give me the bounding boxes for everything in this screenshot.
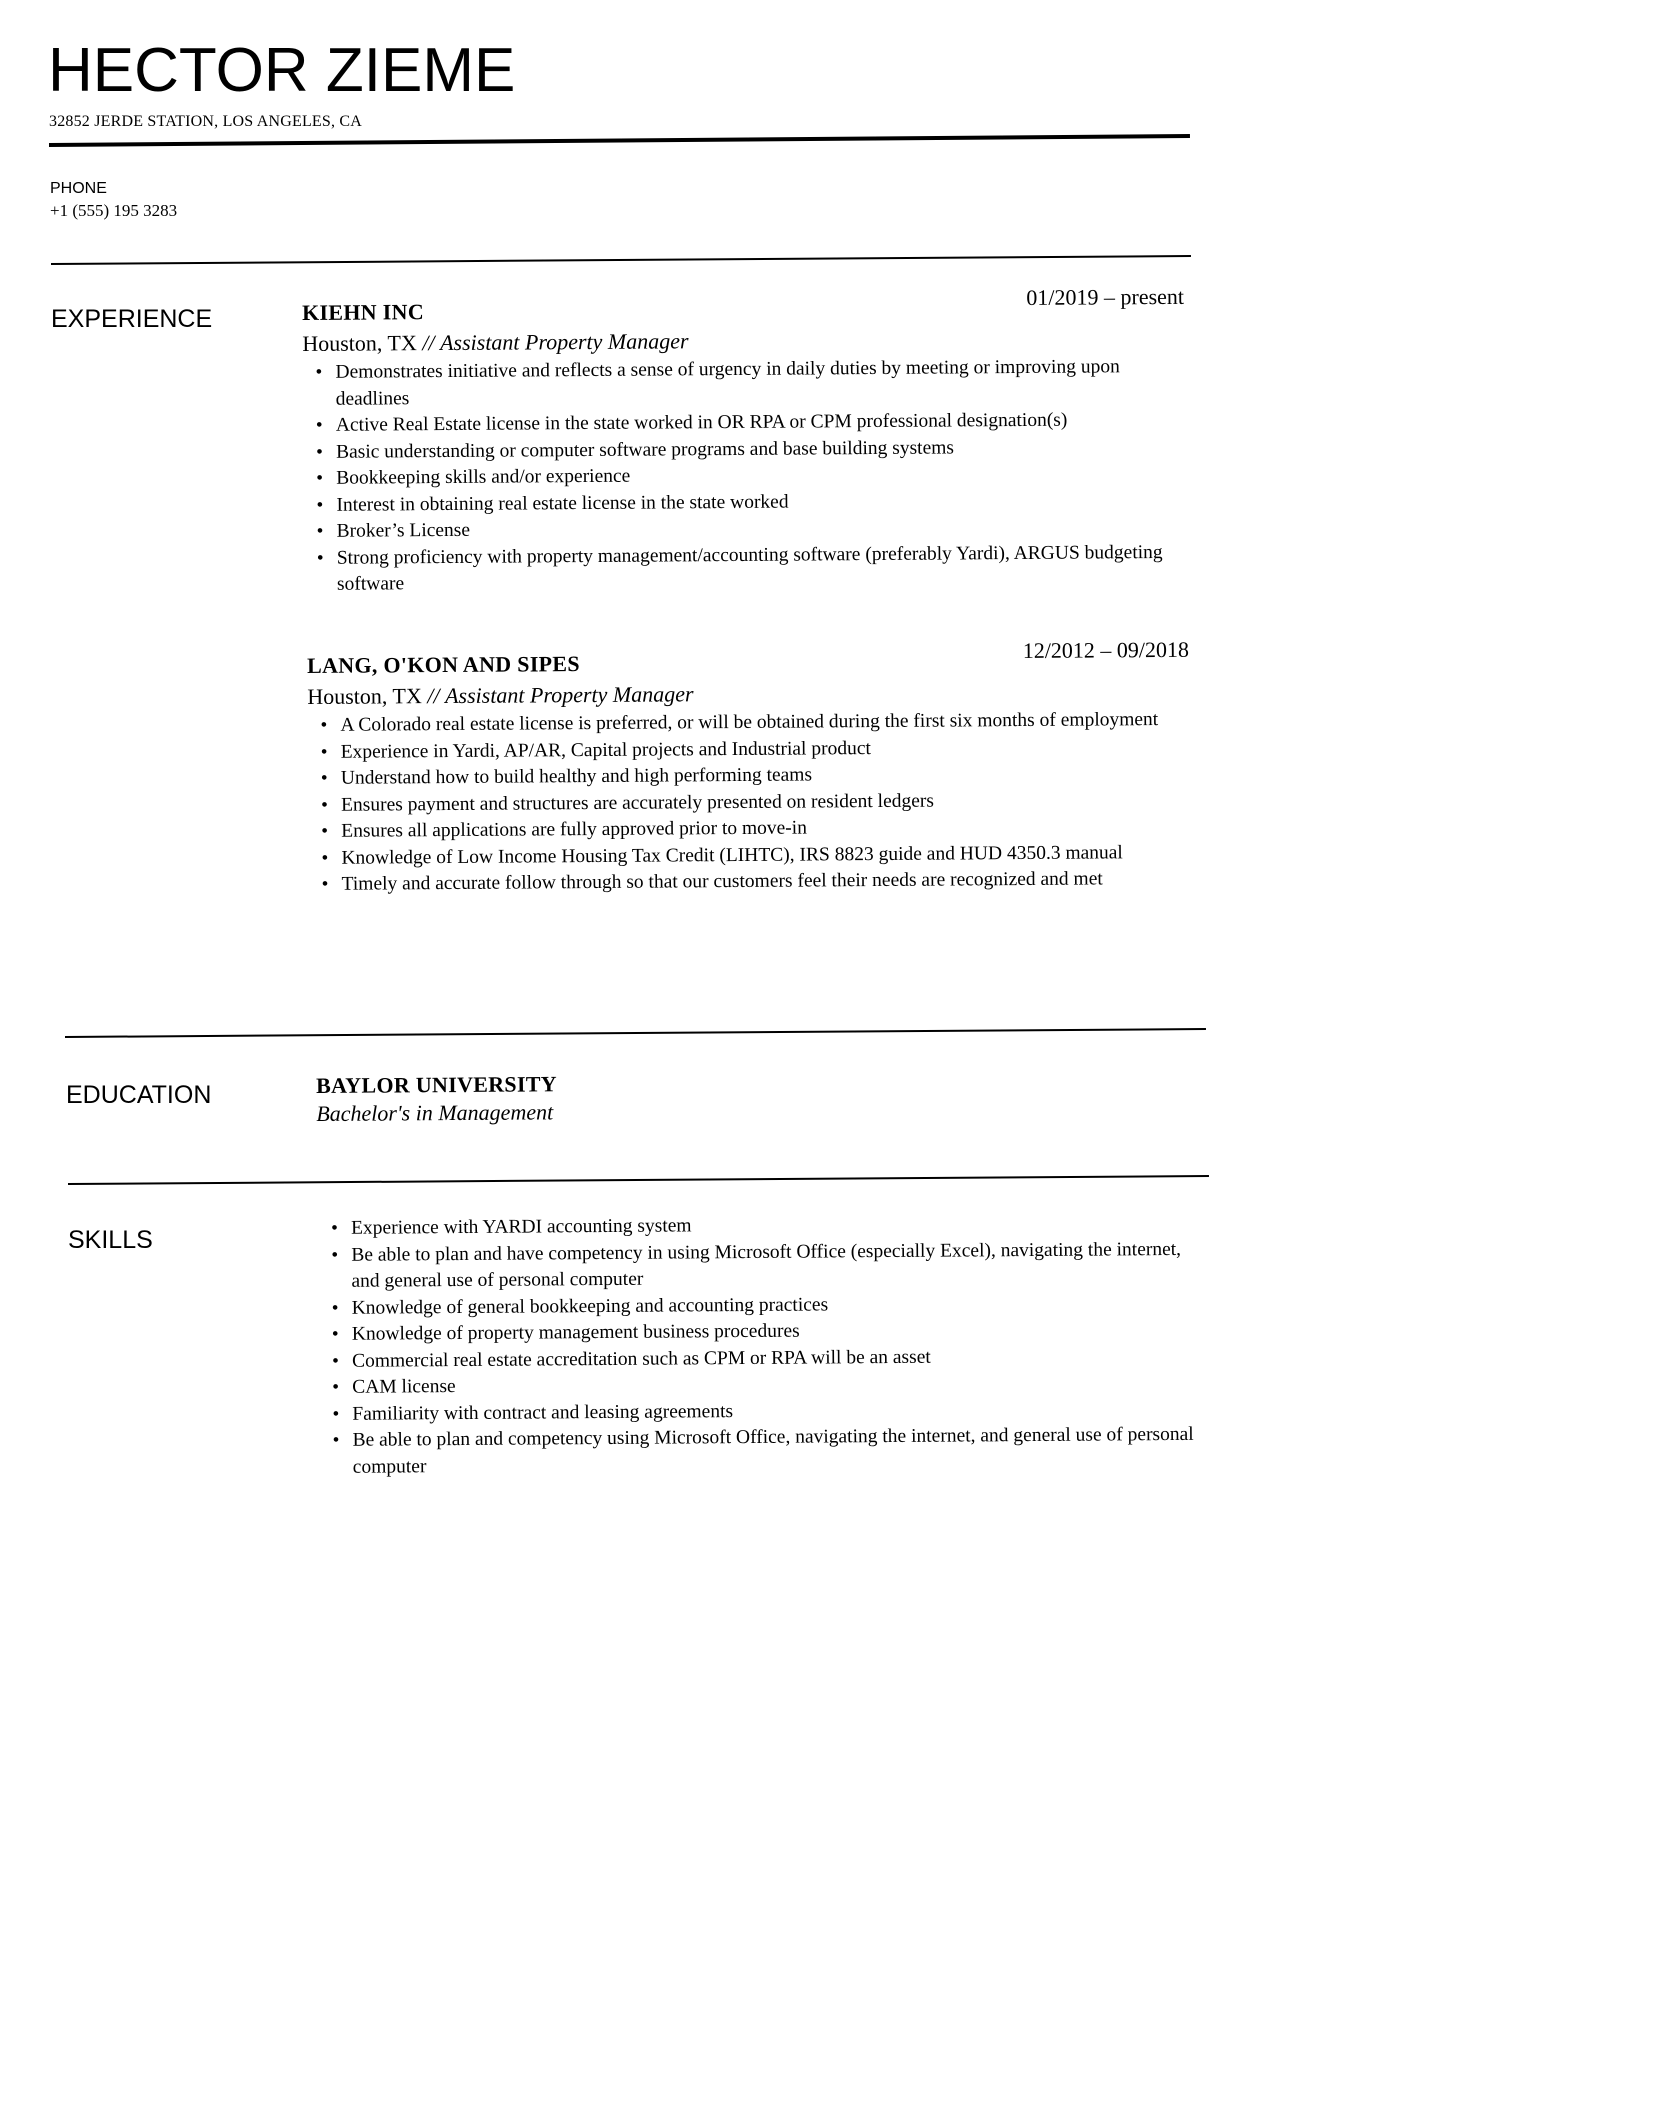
list-item: • Strong proficiency with property management/accounting software (preferably Yardi), ARGUS budgeting software: [304, 539, 1186, 598]
divider-education: [68, 1175, 1209, 1184]
experience-item: [302, 283, 1186, 599]
section-title-education: EDUCATION: [66, 1081, 212, 1109]
list-item: • Broker’s License: [304, 513, 1186, 546]
list-item: • Be able to plan and competency using Microsoft Office, navigating the internet, and general use of personal computer: [319, 1422, 1199, 1481]
skills-list: [318, 1210, 1200, 1481]
list-item: • Knowledge of general bookkeeping and accounting practices: [319, 1289, 1199, 1322]
candidate-address: 32852 JERDE STATION, LOS ANGELES, CA: [49, 113, 363, 130]
list-item: • Basic understanding or computer software programs and base building systems: [303, 433, 1185, 466]
list-item: • Bookkeeping skills and/or experience: [303, 460, 1185, 493]
header-divider: [49, 134, 1190, 147]
list-item: • A Colorado real estate license is preferred, or will be obtained during the first six months of employment: [307, 707, 1189, 740]
education-item: [316, 1068, 1016, 1129]
job-separator: //: [427, 683, 440, 709]
list-item: • Interest in obtaining real estate license in the state worked: [303, 486, 1185, 519]
list-item: • CAM license: [319, 1369, 1199, 1402]
list-item: • Timely and accurate follow through so that our customers feel their needs are recognized and met: [309, 866, 1191, 899]
education-school: BAYLOR UNIVERSITY: [316, 1071, 558, 1098]
job-dates: 01/2019 – present: [1026, 283, 1185, 310]
list-item: • Experience with YARDI accounting system: [318, 1210, 1198, 1243]
company-name: KIEHN INC: [302, 299, 425, 325]
job-role: Assistant Property Manager: [439, 328, 689, 356]
list-item: • Experience in Yardi, AP/AR, Capital projects and Industrial product: [308, 733, 1190, 766]
job-bullets: [307, 707, 1190, 899]
list-item: • Ensures all applications are fully approved prior to move-in: [308, 813, 1190, 846]
job-bullets: [302, 354, 1186, 599]
divider-experience: [65, 1028, 1206, 1037]
education-degree: Bachelor's in Management: [316, 1099, 554, 1126]
job-location: Houston, TX: [302, 330, 417, 356]
list-item: • Knowledge of property management business procedures: [319, 1316, 1199, 1349]
job-separator: //: [422, 330, 435, 356]
list-item: • Commercial real estate accreditation such as CPM or RPA will be an asset: [319, 1342, 1199, 1375]
section-title-skills: SKILLS: [68, 1226, 153, 1254]
phone-number: +1 (555) 195 3283: [50, 201, 178, 220]
job-dates: 12/2012 – 09/2018: [1022, 636, 1190, 664]
phone-label: PHONE: [50, 180, 107, 197]
list-item: • Ensures payment and structures are accurately presented on resident ledgers: [308, 786, 1190, 819]
list-item: • Active Real Estate license in the state worked in OR RPA or CPM professional designation(s): [303, 407, 1185, 440]
section-title-experience: EXPERIENCE: [51, 305, 213, 333]
company-name: LANG, O'KON AND SIPES: [307, 651, 580, 678]
candidate-name: HECTOR ZIEME: [48, 36, 516, 105]
skills-block: [318, 1208, 1200, 1481]
list-item: • Knowledge of Low Income Housing Tax Credit (LIHTC), IRS 8823 guide and HUD 4350.3 manual: [308, 839, 1190, 872]
list-item: • Demonstrates initiative and reflects a sense of urgency in daily duties by meeting or improving upon deadlines: [302, 354, 1184, 413]
job-role: Assistant Property Manager: [444, 681, 694, 709]
divider-contact: [51, 255, 1191, 264]
list-item: • Be able to plan and have competency in using Microsoft Office (especially Excel), navigating the internet, and general use of personal computer: [318, 1236, 1198, 1295]
job-location: Houston, TX: [307, 683, 422, 709]
list-item: • Familiarity with contract and leasing agreements: [319, 1395, 1199, 1428]
list-item: • Understand how to build healthy and high performing teams: [308, 760, 1190, 793]
experience-item: [307, 636, 1191, 899]
